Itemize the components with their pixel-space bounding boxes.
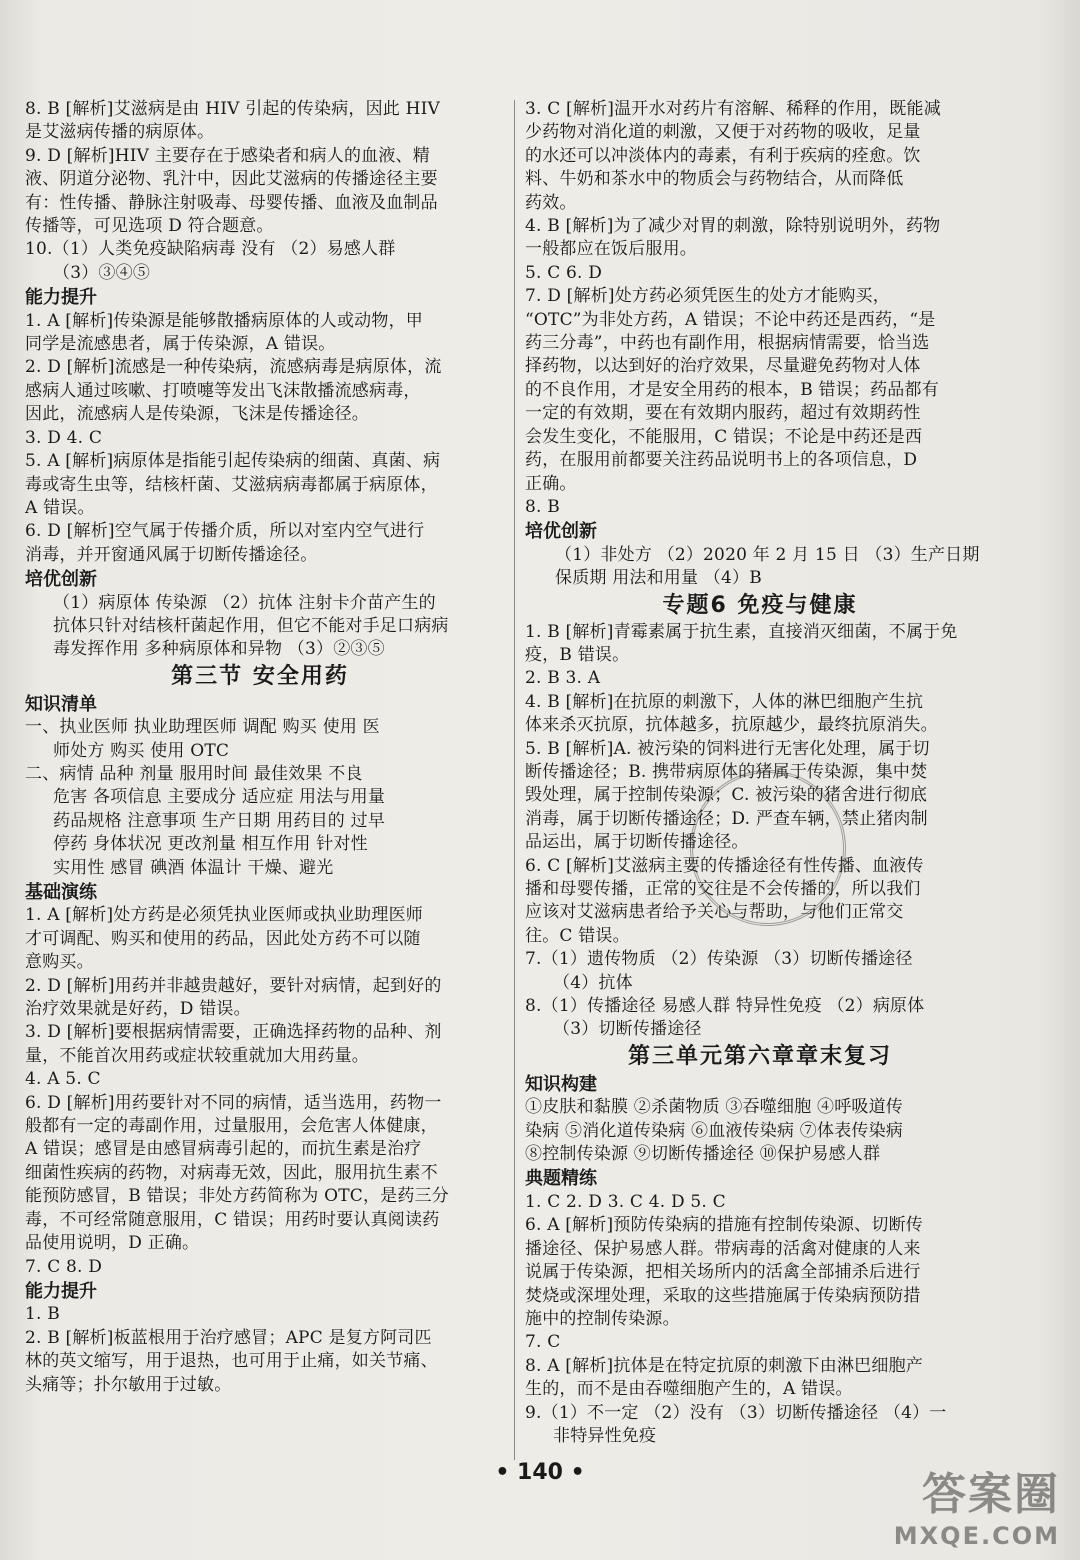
right-text-line: 往。C 错误。 — [525, 925, 630, 946]
right-text-line: 播途径、保护易感人群。带病毒的活禽对健康的人来 — [525, 1238, 921, 1259]
left-text-line: 药品规格 注意事项 生产日期 用药目的 过早 — [53, 810, 386, 831]
left-text-line: 4. A 5. C — [25, 1069, 101, 1090]
right-chapter-title: 第三单元第六章章末复习 — [627, 1043, 892, 1069]
right-text-line: 说属于传染源，把相关场所内的活禽全部捕杀后进行 — [525, 1262, 921, 1283]
right-text-line: 择药物，以达到好的治疗效果，尽量避免药物对人体 — [525, 356, 921, 377]
left-text-line: 是艾滋病传播的病原体。 — [25, 122, 215, 143]
column-divider — [514, 100, 515, 1460]
left-text-line: A 错误。 — [25, 497, 95, 518]
right-text-line: 5. B [解析]A. 被污染的饲料进行无害化处理，属于切 — [525, 738, 930, 759]
left-text-line: 1. A [解析]传染源是能够散播病原体的人或动物，甲 — [25, 310, 423, 331]
right-text-line: 8.（1）传播途径 易感人群 特异性免疫 （2）病原体 — [525, 996, 925, 1017]
right-text-line: 7. D [解析]处方药必须凭医生的处方才能购买， — [525, 286, 890, 307]
right-text-line: 7.（1）遗传物质 （2）传染源 （3）切断传播途径 — [525, 949, 913, 970]
left-section-heading: 基础演练 — [25, 882, 97, 903]
right-text-line: 疫，B 错误。 — [525, 644, 630, 665]
right-text-line: 7. C — [525, 1332, 561, 1353]
right-text-line: 非特异性免疫 — [553, 1425, 657, 1446]
right-text-line: 药，在服用前都要关注药品说明书上的各项信息，D — [525, 450, 918, 471]
left-section-heading: 培优创新 — [25, 569, 97, 591]
right-text-line: 毁处理，属于控制传染源；C. 被污染的猪舍进行彻底 — [525, 785, 928, 806]
right-text-line: 染病 ⑤消化道传染病 ⑥血液传染病 ⑦体表传染病 — [525, 1120, 904, 1141]
left-text-line: 能预防感冒，B 错误；非处方药简称为 OTC，是药三分 — [25, 1186, 449, 1207]
left-text-line: 8. B [解析]艾滋病是由 HIV 引起的传染病，因此 HIV — [25, 99, 441, 119]
right-text-line: 正确。 — [525, 473, 577, 494]
left-text-line: 才可调配、购买和使用的药品，因此处方药不可以随 — [25, 928, 421, 949]
right-text-line: 料、牛奶和茶水中的物质会与药物结合，从而降低 — [525, 169, 904, 190]
left-text-line: 量，不能首次用药或症状较重就加大用药量。 — [25, 1045, 369, 1066]
left-text-line: 同学是流感患者，属于传染源，A 错误。 — [25, 334, 336, 355]
right-text-line: 体来杀灭抗原，抗体越多，抗原越少，最终抗原消失。 — [525, 715, 938, 736]
left-text-line: 实用性 感冒 碘酒 体温计 干燥、避光 — [53, 857, 334, 878]
left-text-line: 一、执业医师 执业助理医师 调配 购买 使用 医 — [25, 717, 380, 738]
right-text-line: （3）切断传播途径 — [553, 1019, 702, 1040]
right-text-line: 应该对艾滋病患者给予关心与帮助，与他们正常交 — [525, 902, 904, 923]
left-text-line: A 错误；感冒是由感冒病毒引起的，而抗生素是治疗 — [25, 1139, 422, 1160]
left-text-line: 1. A [解析]处方药是必须凭执业医师或执业助理医师 — [25, 905, 423, 926]
right-text-line: 少药物对消化道的刺激，又便于对药物的吸收，足量 — [525, 122, 921, 143]
left-text-line: 2. B [解析]板蓝根用于治疗感冒；APC 是复方阿司匹 — [25, 1327, 432, 1348]
right-text-line: 播和母婴传播，正常的交往是不会传播的，所以我们 — [525, 879, 921, 899]
right-text-line: 6. A [解析]预防传染病的措施有控制传染源、切断传 — [525, 1215, 923, 1236]
left-text-line: 细菌性疾病的药物，对病毒无效，因此，服用抗生素不 — [25, 1162, 438, 1183]
right-text-line: 保质期 用法和用量 （4）B — [555, 568, 762, 589]
right-section-heading: 知识构建 — [525, 1073, 597, 1095]
right-text-line: 1. B [解析]青霉素属于抗生素，直接消灭细菌，不属于免 — [525, 621, 958, 642]
page-number: • 140 • — [495, 1460, 585, 1485]
watermark-text: 答案圈 — [922, 1469, 1060, 1520]
left-section-heading: 知识清单 — [25, 693, 97, 715]
right-text-line: 品运出，属于切断传播途径。 — [525, 832, 749, 853]
left-text-line: 传播等，可见选项 D 符合题意。 — [25, 216, 274, 237]
left-text-line: 2. D [解析]用药并非越贵越好，要针对病情，起到好的 — [25, 975, 442, 996]
right-text-line: 生的，而不是由吞噬细胞产生的，A 错误。 — [525, 1379, 853, 1400]
right-text-line: 施中的控制传染源。 — [525, 1308, 680, 1329]
right-text-line: 5. C 6. D — [525, 262, 603, 283]
right-text-line: 会发生变化，不能服用，C 错误；不论是中药还是西 — [525, 426, 923, 447]
right-text-line: 一般都应在饭后服用。 — [525, 239, 697, 260]
left-text-line: 师处方 购买 使用 OTC — [53, 740, 230, 761]
left-text-line: 意购买。 — [25, 952, 94, 973]
left-text-line: 因此，流感病人是传染源，飞沫是传播途径。 — [25, 404, 369, 425]
left-text-line: 2. D [解析]流感是一种传染病，流感病毒是病原体，流 — [25, 357, 442, 378]
left-text-line: 头痛等；扑尔敏用于过敏。 — [25, 1374, 232, 1395]
left-text-line: 停药 身体状况 更改剂量 相互作用 针对性 — [53, 834, 368, 855]
left-text-line: 3. D [解析]要根据病情需要，正确选择药物的品种、剂 — [25, 1022, 442, 1043]
left-text-line: 10.（1）人类免疫缺陷病毒 没有 （2）易感人群 — [25, 239, 396, 260]
right-text-line: ⑧控制传染源 ⑨切断传播途径 ⑩保护易感人群 — [525, 1144, 881, 1165]
right-text-line: 6. C [解析]艾滋病主要的传播途径有性传播、血液传 — [525, 855, 924, 876]
left-text-line: 林的英文缩写，用于退热，也可用于止痛，如关节痛、 — [25, 1351, 438, 1372]
right-text-line: 断传播途径；B. 携带病原体的猪属于传染源，集中焚 — [525, 761, 928, 782]
right-text-line: “OTC”为非处方药，A 错误；不论中药还是西药，“是 — [525, 309, 936, 330]
left-text-line: 毒，不可经常随意服用，C 错误；用药时要认真阅读药 — [25, 1209, 440, 1230]
left-text-line: 7. C 8. D — [25, 1256, 103, 1277]
right-text-line: 药三分毒”，中药也有副作用，根据病情需要，恰当选 — [525, 333, 930, 354]
right-text-line: 8. A [解析]抗体是在特定抗原的刺激下由淋巴细胞产 — [525, 1355, 923, 1376]
left-text-line: 1. B — [25, 1304, 60, 1325]
right-text-line: 药效。 — [525, 192, 577, 213]
right-text-line: 的水还可以冲淡体内的毒素，有利于疾病的痊愈。饮 — [525, 145, 921, 166]
right-text-line: 8. B — [525, 496, 560, 517]
right-text-line: 9.（1）不一定 （2）没有 （3）切断传播途径 （4）一 — [525, 1402, 947, 1423]
left-text-line: 二、病情 品种 剂量 服用时间 最佳效果 不良 — [25, 763, 363, 784]
right-text-line: ①皮肤和黏膜 ②杀菌物质 ③吞噬细胞 ④呼吸道传 — [525, 1097, 904, 1118]
left-column — [25, 98, 495, 1397]
left-text-line: 5. A [解析]病原体是指能引起传染病的细菌、真菌、病 — [25, 451, 441, 472]
right-section-heading: 典题精练 — [525, 1168, 597, 1190]
right-text-line: 消毒，属于切断传播途径；D. 严查车辆，禁止猪肉制 — [525, 808, 928, 829]
left-text-line: 般都有一定的毒副作用，过量服用，会危害人体健康， — [25, 1116, 438, 1137]
right-section-heading: 培优创新 — [525, 521, 597, 543]
left-text-line: 有：性传播、静脉注射吸毒、母婴传播、血液及血制品 — [25, 192, 438, 213]
left-text-line: 治疗效果就是好药，D 错误。 — [25, 999, 251, 1020]
right-text-line: 4. B [解析]在抗原的刺激下，人体的淋巴细胞产生抗 — [525, 691, 924, 712]
left-text-line: （3）③④⑤ — [53, 262, 151, 283]
left-text-line: 消毒，并开窗通风属于切断传播途径。 — [25, 544, 318, 565]
left-text-line: 毒发挥作用 多种病原体和异物 （3）②③⑤ — [53, 639, 385, 660]
left-chapter-title: 第三节 安全用药 — [171, 663, 349, 689]
right-text-line: （4）抗体 — [553, 972, 633, 993]
right-text-line: 3. C [解析]温开水对药片有溶解、稀释的作用，既能减 — [525, 99, 941, 119]
watermark-url: MXQE.COM — [893, 1522, 1060, 1550]
left-text-line: 3. D 4. C — [25, 427, 103, 448]
right-text-line: （1）非处方 （2）2020 年 2 月 15 日 （3）生产日期 — [555, 544, 980, 565]
left-section-heading: 能力提升 — [25, 1280, 97, 1302]
left-section-heading: 能力提升 — [25, 287, 97, 309]
left-text-line: 抗体只针对结核杆菌起作用，但它不能对手足口病病 — [53, 615, 449, 636]
left-text-line: 品使用说明，D 正确。 — [25, 1233, 200, 1254]
left-text-line: 液、阴道分泌物、乳汁中，因此艾滋病的传播途径主要 — [25, 169, 438, 190]
right-text-line: 2. B 3. A — [525, 668, 601, 689]
right-chapter-title: 专题6 免疫与健康 — [662, 592, 858, 618]
left-text-line: 6. D [解析]空气属于传播介质，所以对室内空气进行 — [25, 521, 425, 542]
left-text-line: 毒或寄生虫等，结核杆菌、艾滋病病毒都属于病原体， — [25, 474, 438, 495]
left-text-line: 9. D [解析]HIV 主要存在于感染者和病人的血液、精 — [25, 145, 430, 166]
left-text-line: 危害 各项信息 主要成分 适应症 用法与用量 — [53, 787, 386, 808]
right-text-line: 的不良作用，才是安全用药的根本，B 错误；药品都有 — [525, 379, 939, 400]
right-text-line: 焚烧或深埋处理，采取的这些措施属于传染病预防措 — [525, 1285, 921, 1306]
left-text-line: 6. D [解析]用药要针对不同的病情，适当选用，药物一 — [25, 1092, 442, 1113]
left-text-line: （1）病原体 传染源 （2）抗体 注射卡介苗产生的 — [53, 592, 436, 613]
left-text-line: 感病人通过咳嗽、打喷嚏等发出飞沫散播流感病毒， — [25, 380, 421, 401]
right-text-line: 1. C 2. D 3. C 4. D 5. C — [525, 1191, 726, 1212]
right-text-line: 一定的有效期，要在有效期内服药，超过有效期药性 — [525, 403, 921, 424]
right-text-line: 4. B [解析]为了减少对胃的刺激，除特别说明外，药物 — [525, 216, 941, 237]
watermark-logo — [894, 1458, 1060, 1550]
